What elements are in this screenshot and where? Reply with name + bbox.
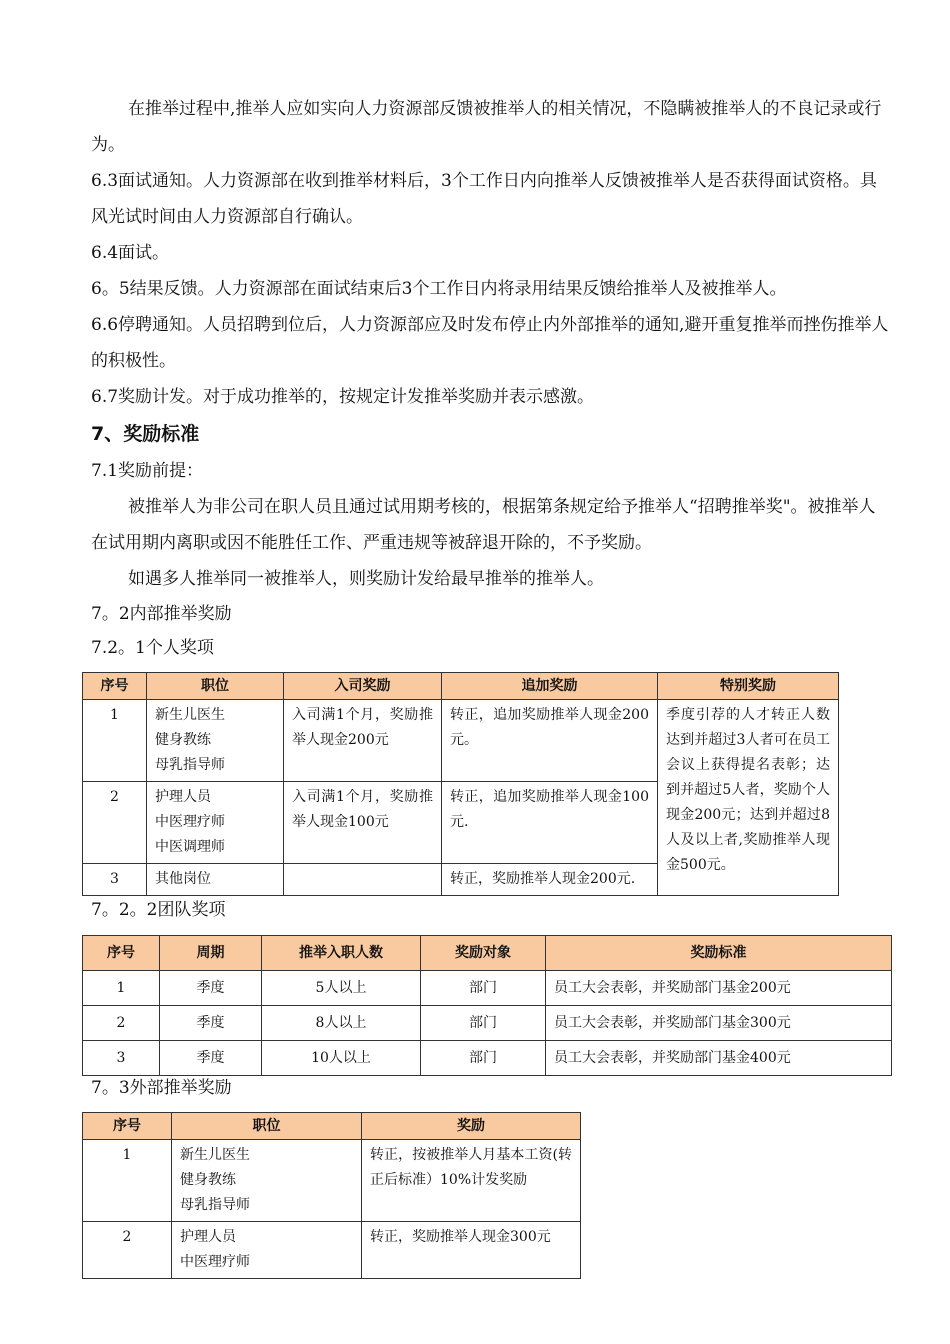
table-row (83, 971, 892, 1006)
team-reward-table (82, 935, 892, 1076)
position-cell: 新生儿医生 健身教练 母乳指导师 (147, 700, 284, 782)
extra-reward-cell: 转正，追加奖励推举人现金100元. (442, 782, 658, 864)
entry-reward-cell: 入司满1个月，奖励推举人现金200元 (284, 700, 442, 782)
special-reward-cell: 季度引荐的人才转正人数达到并超过3人者可在员工会议上获得提名表彰；达到并超过5人者，奖励个人现金200元；达到并超过8人及以上者,奖励推举人现金500元。 (658, 700, 839, 896)
header-cell: 职位 (147, 673, 284, 700)
extra-reward-cell: 转正，追加奖励推举人现金200元。 (442, 700, 658, 782)
paragraph-individual-reward: 7.2。1个人奖项 (91, 638, 214, 658)
row-number: 2 (83, 1222, 172, 1279)
target-cell: 部门 (421, 1041, 546, 1076)
table-row (83, 700, 839, 782)
paragraph-premise-detail: 被推举人为非公司在职人员且通过试用期考核的，根据第条规定给予推举人“招聘推举奖"。被推举人在试用期内离职或因不能胜任工作、严重违规等被辞退开除的，不予奖励。 (91, 497, 876, 553)
paragraph-team-reward: 7。2。2团队奖项 (91, 900, 226, 920)
header-cell: 序号 (83, 936, 160, 971)
external-reward-table (82, 1112, 581, 1279)
row-number: 2 (83, 782, 147, 864)
table-header-row (83, 673, 839, 700)
table-row (83, 1222, 581, 1279)
paragraph-interview: 6.4面试。 (91, 243, 170, 263)
position-cell: 护理人员 中医理疗师 中医调理师 (147, 782, 284, 864)
row-number: 1 (83, 1140, 172, 1222)
header-cell: 奖励对象 (421, 936, 546, 971)
header-cell: 序号 (83, 1113, 172, 1140)
entry-reward-cell (284, 864, 442, 896)
paragraph-reward-issue: 6.7奖励计发。对于成功推举的，按规定计发推举奖励并表示感激。 (91, 387, 595, 407)
count-cell: 10人以上 (262, 1041, 421, 1076)
standard-cell: 员工大会表彰，并奖励部门基金300元 (546, 1006, 892, 1041)
table-row (83, 1006, 892, 1041)
count-cell: 5人以上 (262, 971, 421, 1006)
paragraph-stop-hiring: 6.6停聘通知。人员招聘到位后，人力资源部应及时发布停止内外部推举的通知,避开重复推举而挫伤推举人的积极性。 (91, 315, 889, 371)
row-number: 2 (83, 1006, 160, 1041)
paragraph-recommend-process: 在推举过程中,推举人应如实向人力资源部反馈被推举人的相关情况，不隐瞒被推举人的不良记录或行为。 (91, 99, 882, 155)
row-number: 1 (83, 971, 160, 1006)
position-cell: 其他岗位 (147, 864, 284, 896)
period-cell: 季度 (160, 1006, 262, 1041)
table-header-row (83, 1113, 581, 1140)
paragraph-internal-reward: 7。2内部推举奖励 (91, 604, 232, 624)
row-number: 3 (83, 1041, 160, 1076)
header-cell: 奖励 (362, 1113, 581, 1140)
reward-cell: 转正，奖励推举人现金300元 (362, 1222, 581, 1279)
paragraph-interview-notice: 6.3面试通知。人力资源部在收到推举材料后，3个工作日内向推举人反馈被推举人是否获得面试资格。具风光试时间由人力资源部自行确认。 (91, 171, 877, 227)
header-cell: 特别奖励 (658, 673, 839, 700)
table-header-row (83, 936, 892, 971)
header-cell: 职位 (172, 1113, 362, 1140)
entry-reward-cell: 入司满1个月，奖励推举人现金100元 (284, 782, 442, 864)
reward-cell: 转正，按被推举人月基本工资(转正后标准）10%计发奖励 (362, 1140, 581, 1222)
position-cell: 护理人员 中医理疗师 (172, 1222, 362, 1279)
standard-cell: 员工大会表彰，并奖励部门基金400元 (546, 1041, 892, 1076)
header-cell: 追加奖励 (442, 673, 658, 700)
row-number: 1 (83, 700, 147, 782)
count-cell: 8人以上 (262, 1006, 421, 1041)
paragraph-result-feedback: 6。5结果反馈。人力资源部在面试结束后3个工作日内将录用结果反馈给推举人及被推举人。 (91, 279, 787, 299)
standard-cell: 员工大会表彰，并奖励部门基金200元 (546, 971, 892, 1006)
paragraph-external-reward: 7。3外部推举奖励 (91, 1078, 232, 1098)
header-cell: 入司奖励 (284, 673, 442, 700)
header-cell: 奖励标准 (546, 936, 892, 971)
header-cell: 周期 (160, 936, 262, 971)
table-row (83, 1140, 581, 1222)
target-cell: 部门 (421, 971, 546, 1006)
section-heading-reward-standard: 7、奖励标准 (91, 423, 200, 445)
paragraph-reward-premise: 7.1奖励前提： (91, 461, 204, 481)
header-cell: 推举入职人数 (262, 936, 421, 971)
period-cell: 季度 (160, 1041, 262, 1076)
paragraph-multiple-recommenders: 如遇多人推举同一被推举人，则奖励计发给最早推举的推举人。 (128, 569, 604, 589)
extra-reward-cell: 转正，奖励推举人现金200元. (442, 864, 658, 896)
position-cell: 新生儿医生 健身教练 母乳指导师 (172, 1140, 362, 1222)
period-cell: 季度 (160, 971, 262, 1006)
header-cell: 序号 (83, 673, 147, 700)
target-cell: 部门 (421, 1006, 546, 1041)
row-number: 3 (83, 864, 147, 896)
individual-reward-table (82, 672, 839, 896)
